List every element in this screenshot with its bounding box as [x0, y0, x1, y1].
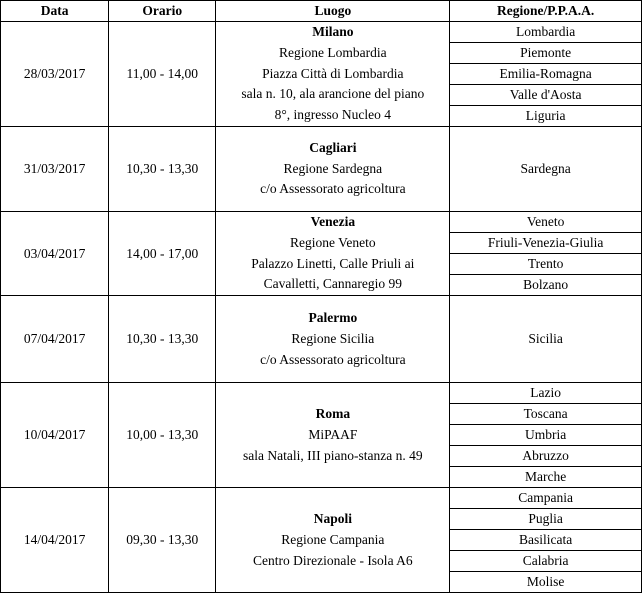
location-city: Napoli — [313, 510, 352, 526]
cell-region: Lazio — [450, 383, 642, 404]
cell-region: Marche — [450, 467, 642, 488]
cell-region: Abruzzo — [450, 446, 642, 467]
cell-time: 09,30 - 13,30 — [109, 488, 216, 593]
header-orario: Orario — [109, 1, 216, 22]
location-line: Centro Direzionale - Isola A6 — [252, 552, 413, 568]
location-city: Roma — [315, 405, 351, 421]
table-row — [1, 22, 642, 43]
header-data: Data — [1, 1, 109, 22]
cell-date: 03/04/2017 — [1, 212, 109, 296]
header-luogo: Luogo — [216, 1, 450, 22]
cell-date: 10/04/2017 — [1, 383, 109, 488]
table-row — [1, 488, 642, 509]
header-row — [1, 1, 642, 22]
cell-date: 07/04/2017 — [1, 296, 109, 383]
cell-region: Emilia-Romagna — [450, 64, 642, 85]
location-line: 8°, ingresso Nucleo 4 — [274, 107, 392, 123]
location-line: Piazza Città di Lombardia — [262, 65, 404, 81]
cell-region: Liguria — [450, 106, 642, 127]
cell-region: Campania — [450, 488, 642, 509]
cell-region: Bolzano — [450, 275, 642, 296]
cell-region: Sicilia — [450, 296, 642, 383]
cell-time: 10,30 - 13,30 — [109, 127, 216, 212]
location-line: Regione Lombardia — [279, 44, 387, 60]
location-city: Milano — [312, 24, 354, 39]
cell-location — [216, 383, 450, 488]
location-city: Venezia — [310, 214, 356, 229]
table-row — [1, 296, 642, 383]
location-line: MiPAAF — [308, 426, 358, 442]
cell-region: Trento — [450, 254, 642, 275]
table-row — [1, 383, 642, 404]
cell-location — [216, 22, 450, 127]
table-row — [1, 212, 642, 233]
location-line: Regione Sicilia — [291, 330, 375, 346]
cell-date: 31/03/2017 — [1, 127, 109, 212]
cell-region: Friuli-Venezia-Giulia — [450, 233, 642, 254]
cell-location — [216, 296, 450, 383]
location-line: c/o Assessorato agricoltura — [260, 351, 406, 367]
location-line: sala n. 10, ala arancione del piano — [241, 86, 425, 102]
location-city: Palermo — [308, 309, 358, 325]
location-line: Palazzo Linetti, Calle Priuli ai — [251, 255, 415, 271]
location-line: Regione Campania — [281, 531, 385, 547]
cell-time: 10,00 - 13,30 — [109, 383, 216, 488]
cell-region: Toscana — [450, 404, 642, 425]
cell-region: Lombardia — [450, 22, 642, 43]
cell-region: Valle d'Aosta — [450, 85, 642, 106]
location-line: c/o Assessorato agricoltura — [260, 181, 406, 197]
cell-location — [216, 488, 450, 593]
cell-time: 11,00 - 14,00 — [109, 22, 216, 127]
cell-date: 14/04/2017 — [1, 488, 109, 593]
cell-date: 28/03/2017 — [1, 22, 109, 127]
cell-region: Sardegna — [450, 127, 642, 212]
cell-location — [216, 212, 450, 296]
location-line: Cavalletti, Cannaregio 99 — [263, 276, 402, 292]
cell-region: Umbria — [450, 425, 642, 446]
location-line: Regione Sardegna — [283, 160, 383, 176]
cell-region: Puglia — [450, 509, 642, 530]
location-city: Cagliari — [309, 139, 357, 155]
cell-region: Piemonte — [450, 43, 642, 64]
schedule-body — [1, 22, 642, 593]
cell-region: Calabria — [450, 551, 642, 572]
cell-region: Molise — [450, 572, 642, 593]
cell-time: 14,00 - 17,00 — [109, 212, 216, 296]
cell-region: Basilicata — [450, 530, 642, 551]
location-line: sala Natali, III piano-stanza n. 49 — [243, 447, 423, 463]
location-line: Regione Veneto — [290, 234, 376, 250]
cell-location — [216, 127, 450, 212]
cell-time: 10,30 - 13,30 — [109, 296, 216, 383]
cell-region: Veneto — [450, 212, 642, 233]
header-regione: Regione/P.P.A.A. — [450, 1, 642, 22]
table-row — [1, 127, 642, 212]
